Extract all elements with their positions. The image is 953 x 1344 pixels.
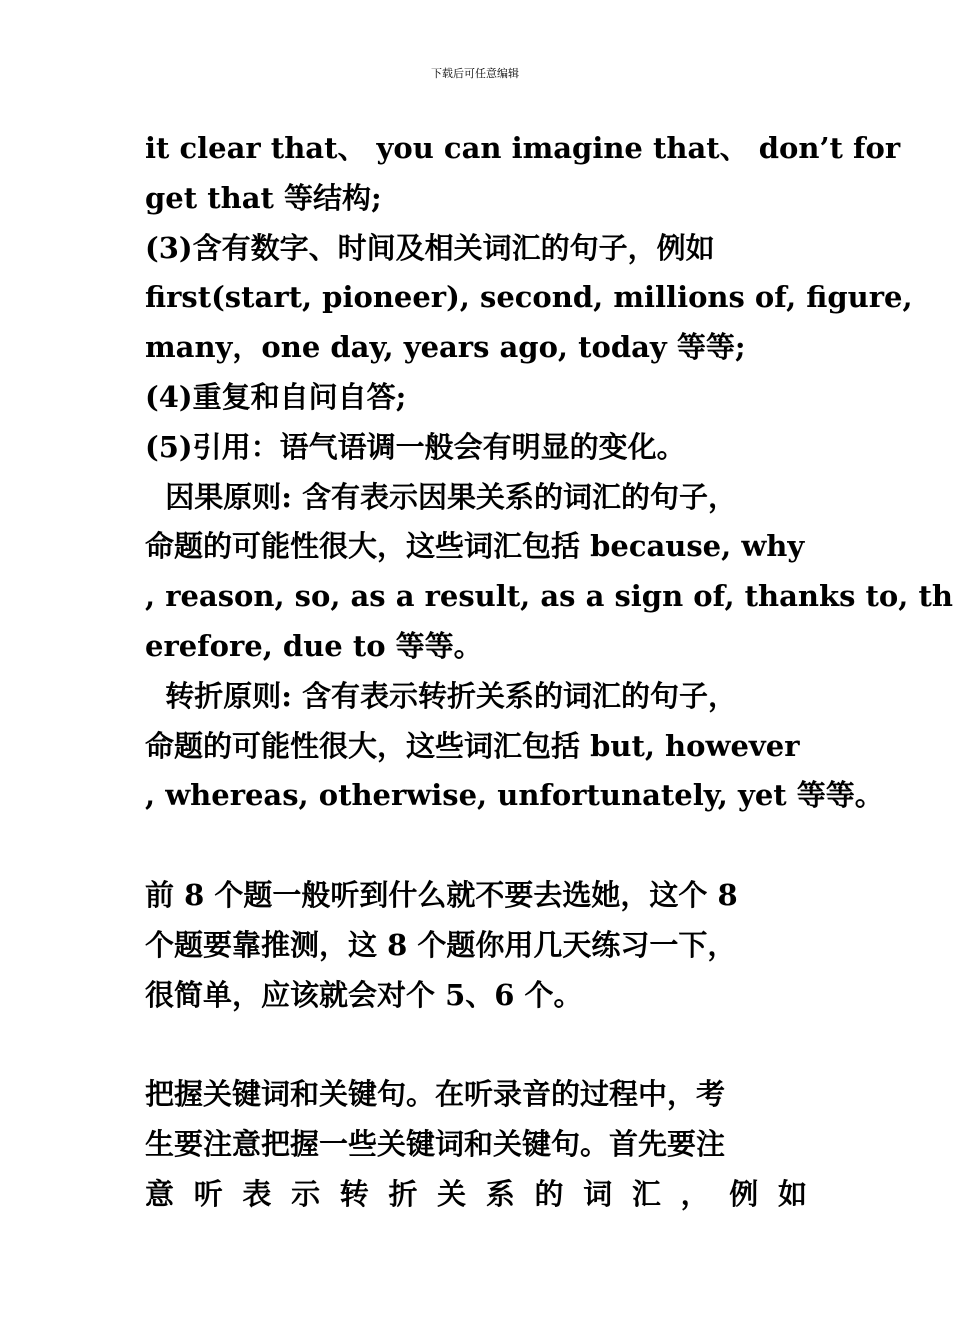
glyph: ，	[680, 1176, 710, 1211]
glyph: 如	[777, 1176, 807, 1211]
glyph: 表	[242, 1176, 272, 1211]
glyph: 意	[145, 1176, 175, 1211]
text-line-11: erefore, due to 等等。	[145, 628, 483, 663]
body-text	[145, 124, 953, 1220]
text-line-6: (4)重复和自问自答;	[145, 379, 407, 414]
blank-line	[145, 821, 807, 871]
text-line-20: 把握关键词和关键句。在听录音的过程中，考	[145, 1077, 726, 1112]
text-line-5: many，one day, years ago, today 等等;	[145, 330, 746, 365]
glyph: 词	[583, 1176, 613, 1211]
glyph: 汇	[631, 1176, 661, 1211]
text-line-22-justified	[145, 1170, 807, 1220]
text-line-16: 前 8 个题一般听到什么就不要去选她，这个 8	[145, 877, 738, 912]
glyph: 折	[388, 1176, 418, 1211]
glyph: 系	[485, 1176, 515, 1211]
glyph: 转	[339, 1176, 369, 1211]
text-line-1: it clear that、 you can imagine that、 don’t for	[145, 131, 901, 165]
text-line-17: 个题要靠推测，这 8 个题你用几天练习一下，	[145, 927, 737, 962]
text-line-21: 生要注意把握一些关键词和关键句。首先要注	[145, 1126, 726, 1161]
text-line-2: get that 等结构;	[145, 180, 382, 215]
text-line-18: 很简单，应该就会对个 5、6 个。	[145, 977, 583, 1012]
text-line-13: 命题的可能性很大，这些词汇包括 but, however	[145, 728, 800, 763]
glyph: 的	[534, 1176, 564, 1211]
glyph: 例	[729, 1176, 759, 1211]
text-line-3: (3)含有数字、时间及相关词汇的句子，例如	[145, 230, 715, 265]
text-line-7: (5)引用：语气语调一般会有明显的变化。	[145, 429, 686, 464]
glyph: 听	[193, 1176, 223, 1211]
text-line-9: 命题的可能性很大，这些词汇包括 because, why	[145, 529, 805, 564]
glyph: 关	[437, 1176, 467, 1211]
text-line-12: 转折原则: 含有表示转折关系的词汇的句子，	[145, 678, 737, 713]
text-line-4: first(start, pioneer), second, millions of, figure,	[145, 280, 913, 315]
text-line-8: 因果原则: 含有表示因果关系的词汇的句子，	[145, 479, 737, 514]
text-line-10: , reason, so, as a result, as a sign of, thanks to, th	[145, 579, 953, 614]
page-header: 下载后可任意编辑	[431, 67, 519, 80]
text-line-14: , whereas, otherwise, unfortunately, yet 等等。	[145, 778, 884, 813]
blank-line	[145, 1020, 807, 1070]
glyph: 示	[291, 1176, 321, 1211]
